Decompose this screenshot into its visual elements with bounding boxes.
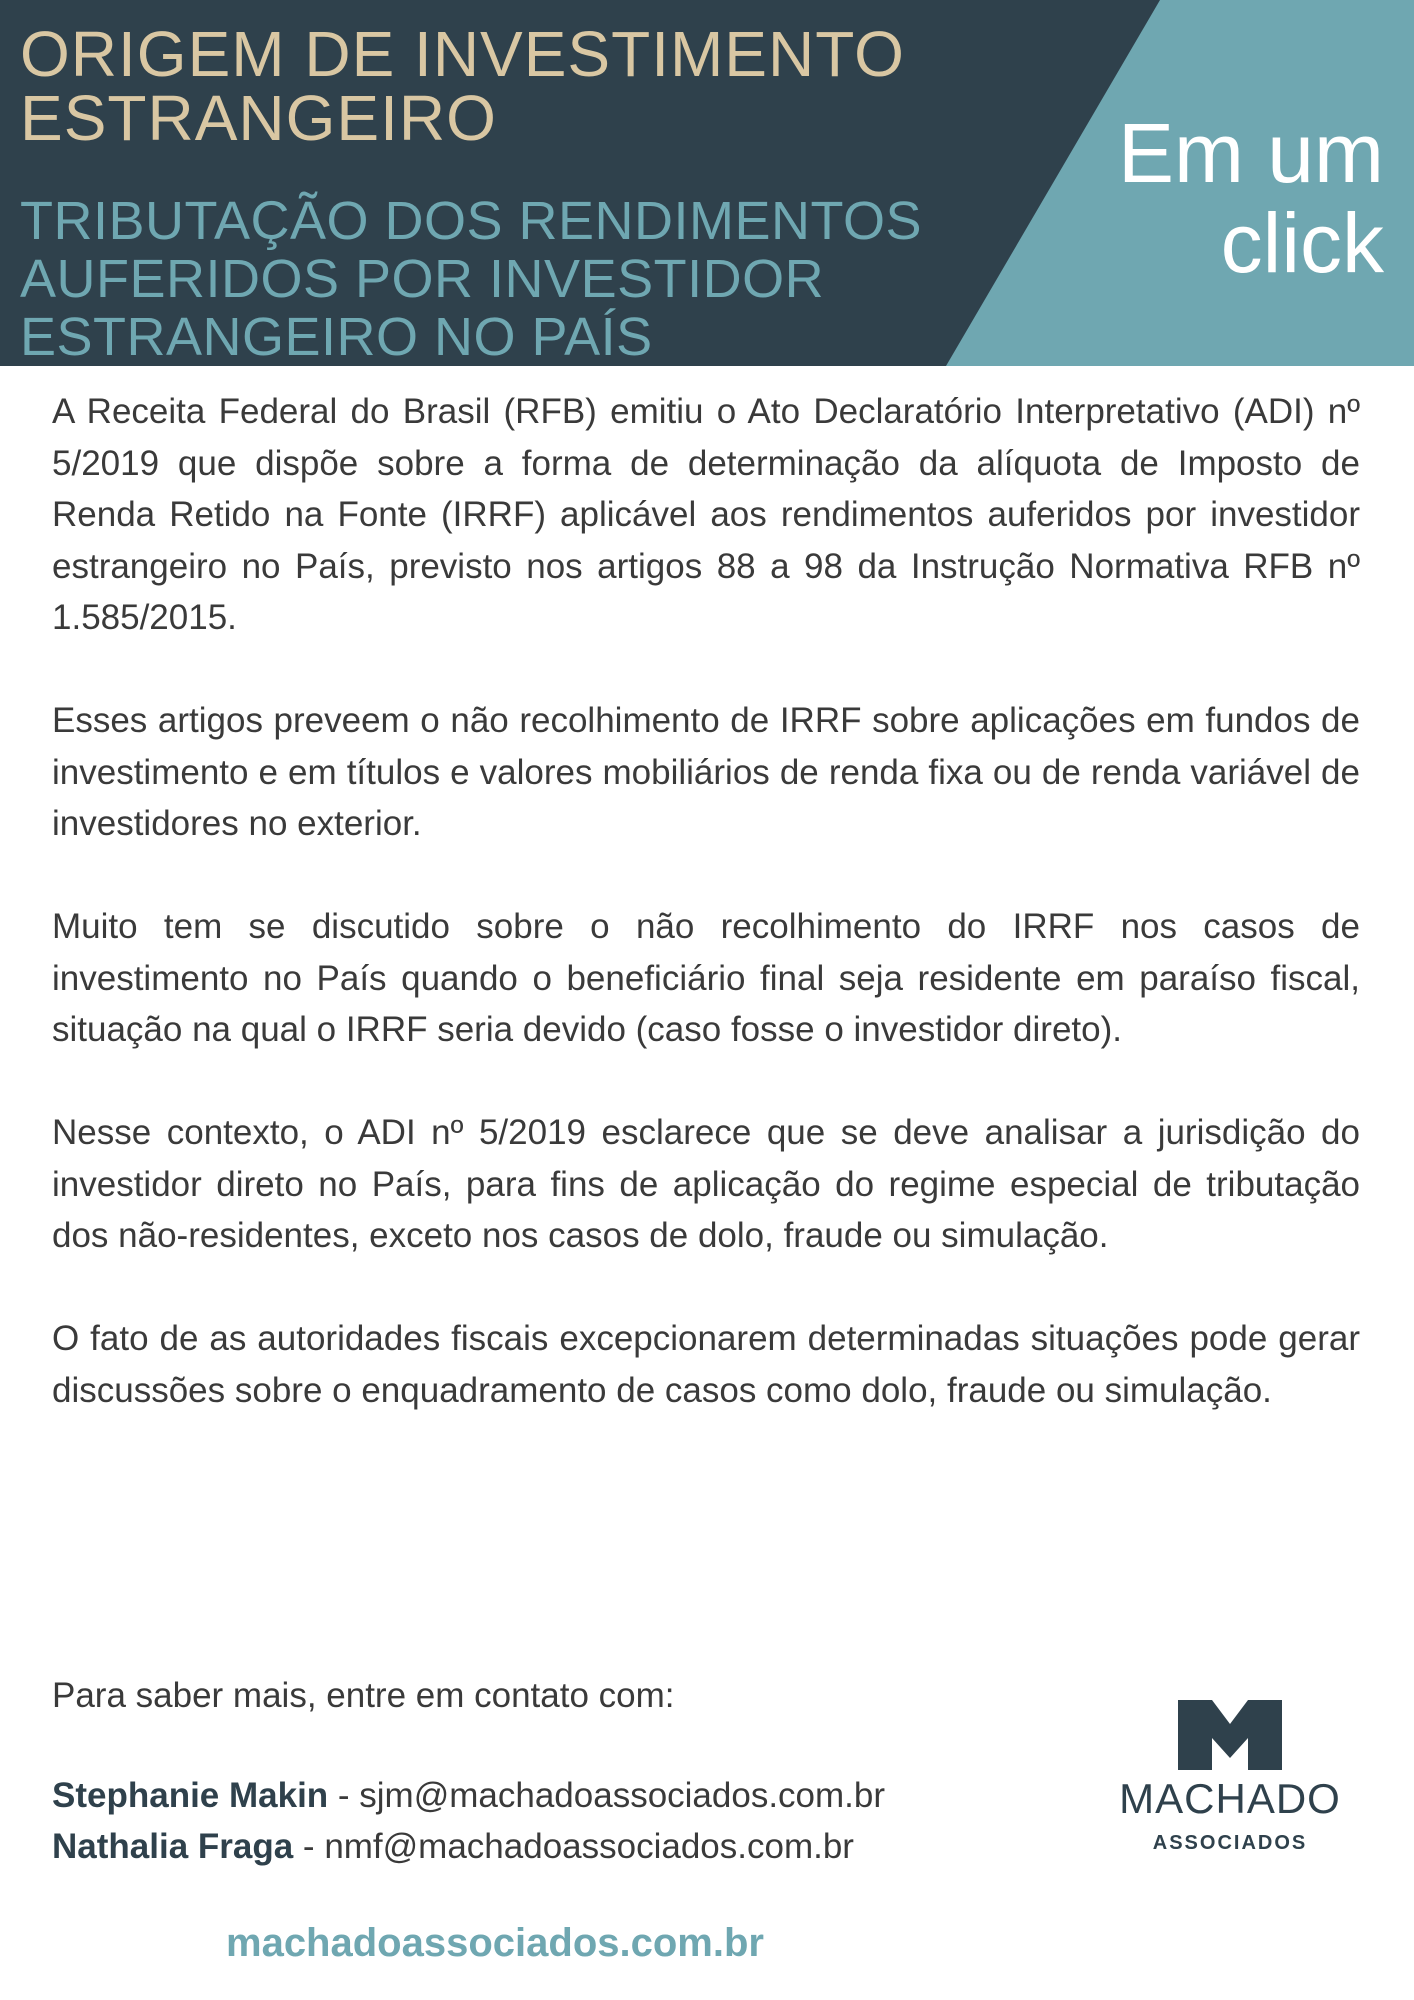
contact-intro: Para saber mais, entre em contato com: [52, 1676, 675, 1715]
machado-associados-logo [1090, 1700, 1370, 1880]
m-mark-icon [1178, 1700, 1282, 1770]
page-title: ORIGEM DE INVESTIMENTO ESTRANGEIRO [20, 18, 905, 154]
paragraph: Nesse contexto, o ADI nº 5/2019 esclarece que se deve analisar a jurisdição do investidor direto no País, para fins de aplicação do regime especial de tributação dos não-residentes, exceto nos casos de dolo, fraude ou simulação. [52, 1113, 1360, 1255]
paragraph: Esses artigos preveem o não recolhimento de IRRF sobre aplicações em fundos de investimento e em títulos e valores mobiliários de renda fixa ou de renda variável de investidores no exterior. [52, 701, 1360, 843]
contact-name: Nathalia Fraga [52, 1827, 294, 1866]
website-link[interactable]: machadoassociados.com.br [226, 1921, 764, 1965]
article-body [52, 386, 1360, 1468]
contact-email-link[interactable]: nmf@machadoassociados.com.br [324, 1827, 854, 1866]
logo-name: MACHADO [1119, 1775, 1341, 1822]
contact-separator: - [293, 1827, 325, 1866]
contact-line [52, 1770, 1052, 1821]
page-subtitle: TRIBUTAÇÃO DOS RENDIMENTOS AUFERIDOS POR INVESTIDOR ESTRANGEIRO NO PAÍS [20, 191, 923, 367]
paragraph: O fato de as autoridades fiscais excepcionarem determinadas situações pode gerar discussões sobre o enquadramento de casos como dolo, fraude ou simulação. [52, 1319, 1360, 1410]
em-um-click-badge: Em um click [1117, 106, 1384, 290]
header-banner [0, 0, 1414, 366]
contact-line [52, 1821, 1052, 1872]
paragraph: Muito tem se discutido sobre o não recolhimento do IRRF nos casos de investimento no País quando o beneficiário final seja residente em paraíso fiscal, situação na qual o IRRF seria devido (caso fosse o investidor direto). [52, 907, 1360, 1049]
contact-separator: - [328, 1776, 360, 1815]
contact-email-link[interactable]: sjm@machadoassociados.com.br [359, 1776, 886, 1815]
contact-name: Stephanie Makin [52, 1776, 329, 1815]
logo-subtitle: ASSOCIADOS [1152, 1832, 1308, 1854]
paragraph: A Receita Federal do Brasil (RFB) emitiu o Ato Declaratório Interpretativo (ADI) nº 5/2019 que dispõe sobre a forma de determinação da alíquota de Imposto de Renda Retido na Fonte (IRRF) aplicável aos rendimentos auferidos por investidor estrangeiro no País, previsto nos artigos 88 a 98 da Instrução Normativa RFB nº 1.585/2015. [52, 392, 1360, 637]
